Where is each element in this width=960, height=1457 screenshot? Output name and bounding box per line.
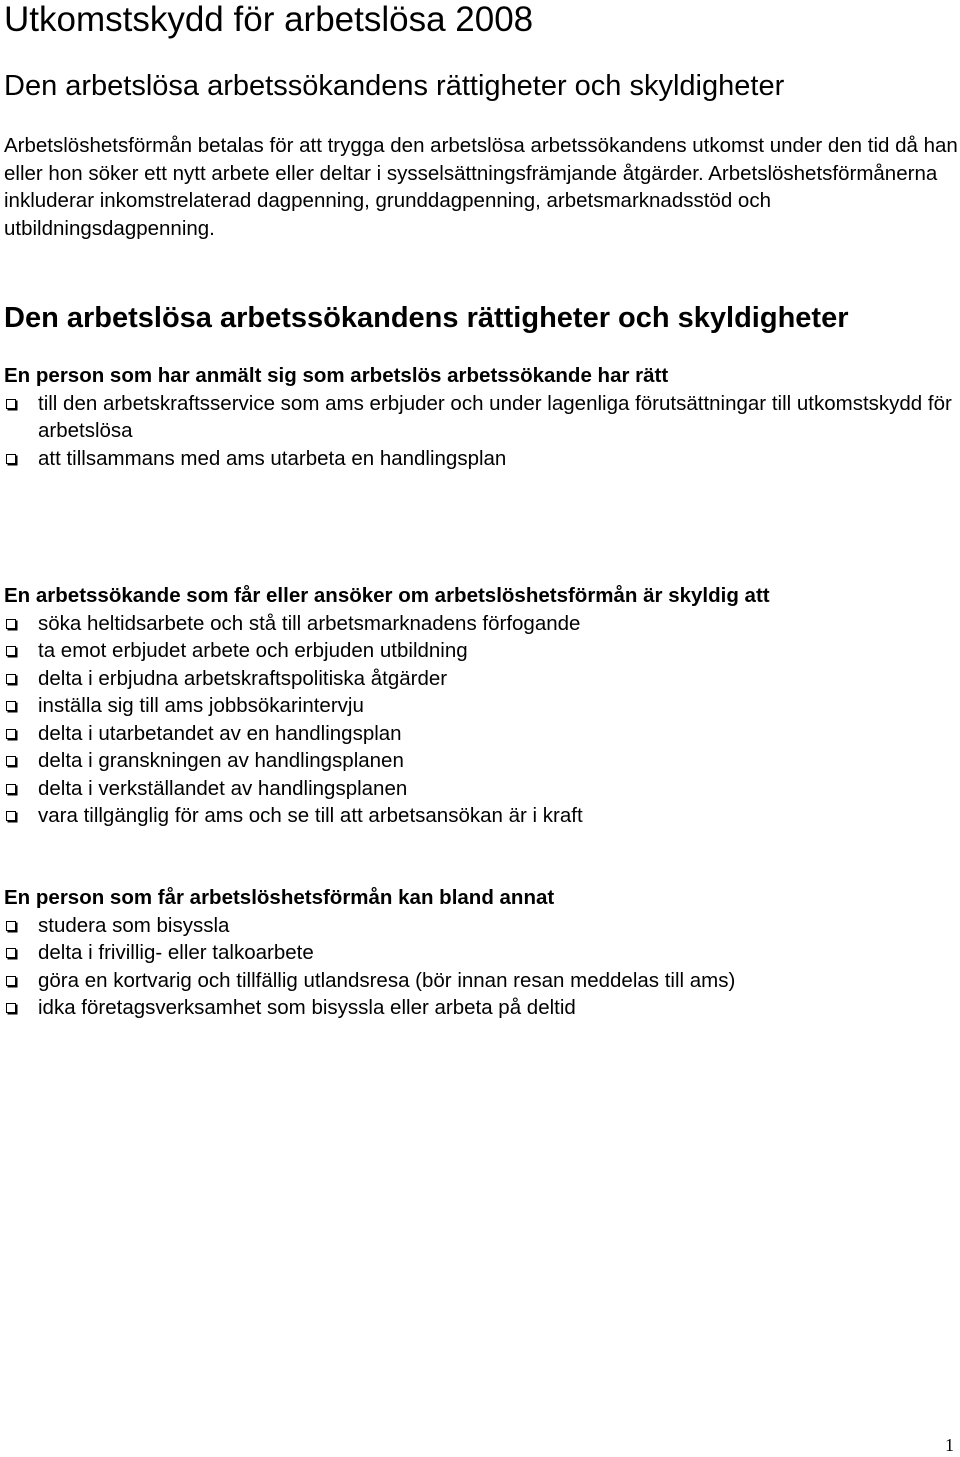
list-item <box>4 747 954 775</box>
obligations-block <box>4 582 954 830</box>
page-number: 1 <box>945 1435 954 1455</box>
list-item-text: vara tillgänglig för ams och se till att arbetsansökan är i kraft <box>38 804 583 827</box>
list-item-text: delta i erbjudna arbetskraftspolitiska åtgärder <box>38 666 448 690</box>
list-item <box>4 802 954 830</box>
list-item-text: göra en kortvarig och tillfällig utlandsresa (bör innan resan meddelas till ams) <box>38 968 736 992</box>
hollow-square-bullet-icon <box>6 948 16 958</box>
list-item <box>4 912 954 940</box>
allowed-list <box>4 912 954 1022</box>
hollow-square-bullet-icon <box>6 674 16 684</box>
list-item-text: delta i granskningen av handlingsplanen <box>38 749 404 772</box>
list-item-text: att tillsammans med ams utarbeta en handlingsplan <box>38 446 507 470</box>
obligations-list <box>4 610 954 830</box>
list-item <box>4 994 954 1022</box>
list-item <box>4 637 954 665</box>
list-item-text: inställa sig till ams jobbsökarintervju <box>38 694 364 717</box>
hollow-square-bullet-icon <box>6 454 16 464</box>
hollow-square-bullet-icon <box>6 646 16 656</box>
hollow-square-bullet-icon <box>6 1003 16 1013</box>
intro-paragraph: Arbetslöshetsförmån betalas för att trygga den arbetslösa arbetssökandens utkomst under den tid då han eller hon söker ett nytt arbete eller deltar i sysselsättningsfrämjande åtgärder. Arbetslöshetsförmånerna inkluderar inkomstrelaterad dagpenning, grunddagpenning, arbetsmarknadsstöd och utbildningsdagpenning. <box>4 134 958 240</box>
list-item-text: delta i frivillig- eller talkoarbete <box>38 941 314 964</box>
list-item <box>4 967 954 995</box>
list-item-text: studera som bisyssla <box>38 913 230 937</box>
page-title: Utkomstskydd för arbetslösa 2008 <box>4 0 534 39</box>
hollow-square-bullet-icon <box>6 921 16 931</box>
section-heading: Den arbetslösa arbetssökandens rättigheter och skyldigheter <box>4 302 849 334</box>
list-item-text: delta i verkställandet av handlingsplanen <box>38 776 408 800</box>
list-item <box>4 665 954 693</box>
list-item-text: idka företagsverksamhet som bisyssla eller arbeta på deltid <box>38 996 576 1019</box>
list-item <box>4 775 954 803</box>
allowed-lead: En person som får arbetslöshetsförmån kan bland annat <box>4 886 555 909</box>
page-subtitle: Den arbetslösa arbetssökandens rättigheter och skyldigheter <box>4 70 785 102</box>
rights-list <box>4 390 954 473</box>
list-item-text: till den arbetskraftsservice som ams erbjuder och under lagenliga förutsättningar till utkomstskydd för arbetslösa <box>38 391 952 442</box>
list-item <box>4 692 954 720</box>
hollow-square-bullet-icon <box>6 784 16 794</box>
hollow-square-bullet-icon <box>6 811 16 821</box>
list-item <box>4 939 954 967</box>
list-item-text: ta emot erbjudet arbete och erbjuden utbildning <box>38 639 468 662</box>
obligations-lead: En arbetssökande som får eller ansöker om arbetslöshetsförmån är skyldig att <box>4 584 770 607</box>
list-item-text: söka heltidsarbete och stå till arbetsmarknadens förfogande <box>38 611 581 635</box>
allowed-block <box>4 884 954 1022</box>
hollow-square-bullet-icon <box>6 619 16 629</box>
rights-block <box>4 362 954 472</box>
list-item <box>4 390 954 445</box>
list-item <box>4 445 954 473</box>
hollow-square-bullet-icon <box>6 701 16 711</box>
list-item <box>4 720 954 748</box>
hollow-square-bullet-icon <box>6 399 16 409</box>
list-item-text: delta i utarbetandet av en handlingsplan <box>38 721 402 745</box>
hollow-square-bullet-icon <box>6 729 16 739</box>
hollow-square-bullet-icon <box>6 976 16 986</box>
list-item <box>4 610 954 638</box>
hollow-square-bullet-icon <box>6 756 16 766</box>
rights-lead: En person som har anmält sig som arbetslös arbetssökande har rätt <box>4 364 669 387</box>
